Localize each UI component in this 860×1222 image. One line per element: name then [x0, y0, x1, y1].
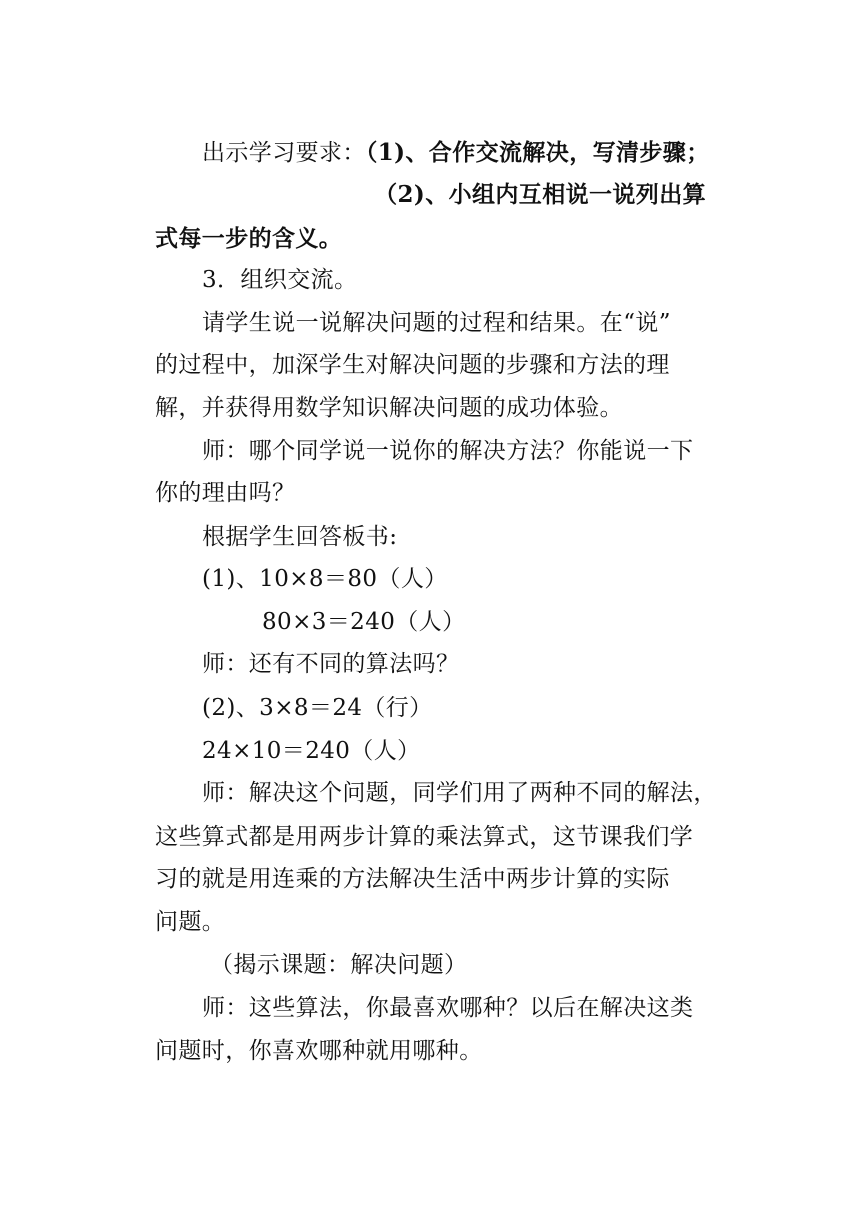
- intro-paragraph-line-2: 的过程中，加深学生对解决问题的步骤和方法的理: [155, 352, 670, 378]
- teacher-summary-line-2: 这些算式都是用两步计算的乘法算式，这节课我们学: [155, 824, 694, 850]
- teacher-question-1-line-1: 师：哪个同学说一说你的解决方法？你能说一下: [202, 438, 694, 464]
- teacher-question-3-line-2: 问题时，你喜欢哪种就用哪种。: [155, 1038, 483, 1064]
- requirement-item-1: （1)、合作交流解决，写清步骤；: [365, 139, 710, 166]
- teacher-question-2: 师：还有不同的算法吗？: [202, 651, 460, 677]
- method-2-equation-1: (2)、3×8＝24（行）: [202, 695, 433, 721]
- teacher-summary-line-4: 问题。: [155, 909, 226, 935]
- learning-requirements-line: [202, 138, 757, 168]
- method-1-equation-2: 80×3＝240（人）: [262, 609, 466, 635]
- intro-paragraph-line-1: 请学生说一说解决问题的过程和结果。在“说”: [202, 310, 671, 336]
- teacher-question-3-line-1: 师：这些算法，你最喜欢哪种？以后在解决这类: [202, 995, 694, 1021]
- teacher-summary-line-3: 习的就是用连乘的方法解决生活中两步计算的实际: [155, 866, 670, 892]
- teacher-summary-line-1: 师：解决这个问题，同学们用了两种不同的解法，: [202, 780, 717, 806]
- lesson-topic: （揭示课题：解决问题）: [210, 952, 468, 978]
- intro-paragraph-line-3: 解，并获得用数学知识解决问题的成功体验。: [155, 395, 623, 421]
- step-3-heading: 3．组织交流。: [202, 267, 358, 293]
- requirement-item-2-line-2: 式每一步的含义。: [155, 225, 343, 252]
- method-2-equation-2: 24×10＝240（人）: [202, 738, 421, 764]
- teacher-question-1-line-2: 你的理由吗？: [155, 480, 296, 506]
- board-writing-intro: 根据学生回答板书:: [202, 524, 398, 550]
- requirement-item-2-line-1: （2)、小组内互相说一说列出算: [374, 181, 706, 208]
- method-1-equation-1: (1)、10×8＝80（人）: [202, 566, 448, 592]
- requirements-prefix: 出示学习要求：: [202, 140, 366, 166]
